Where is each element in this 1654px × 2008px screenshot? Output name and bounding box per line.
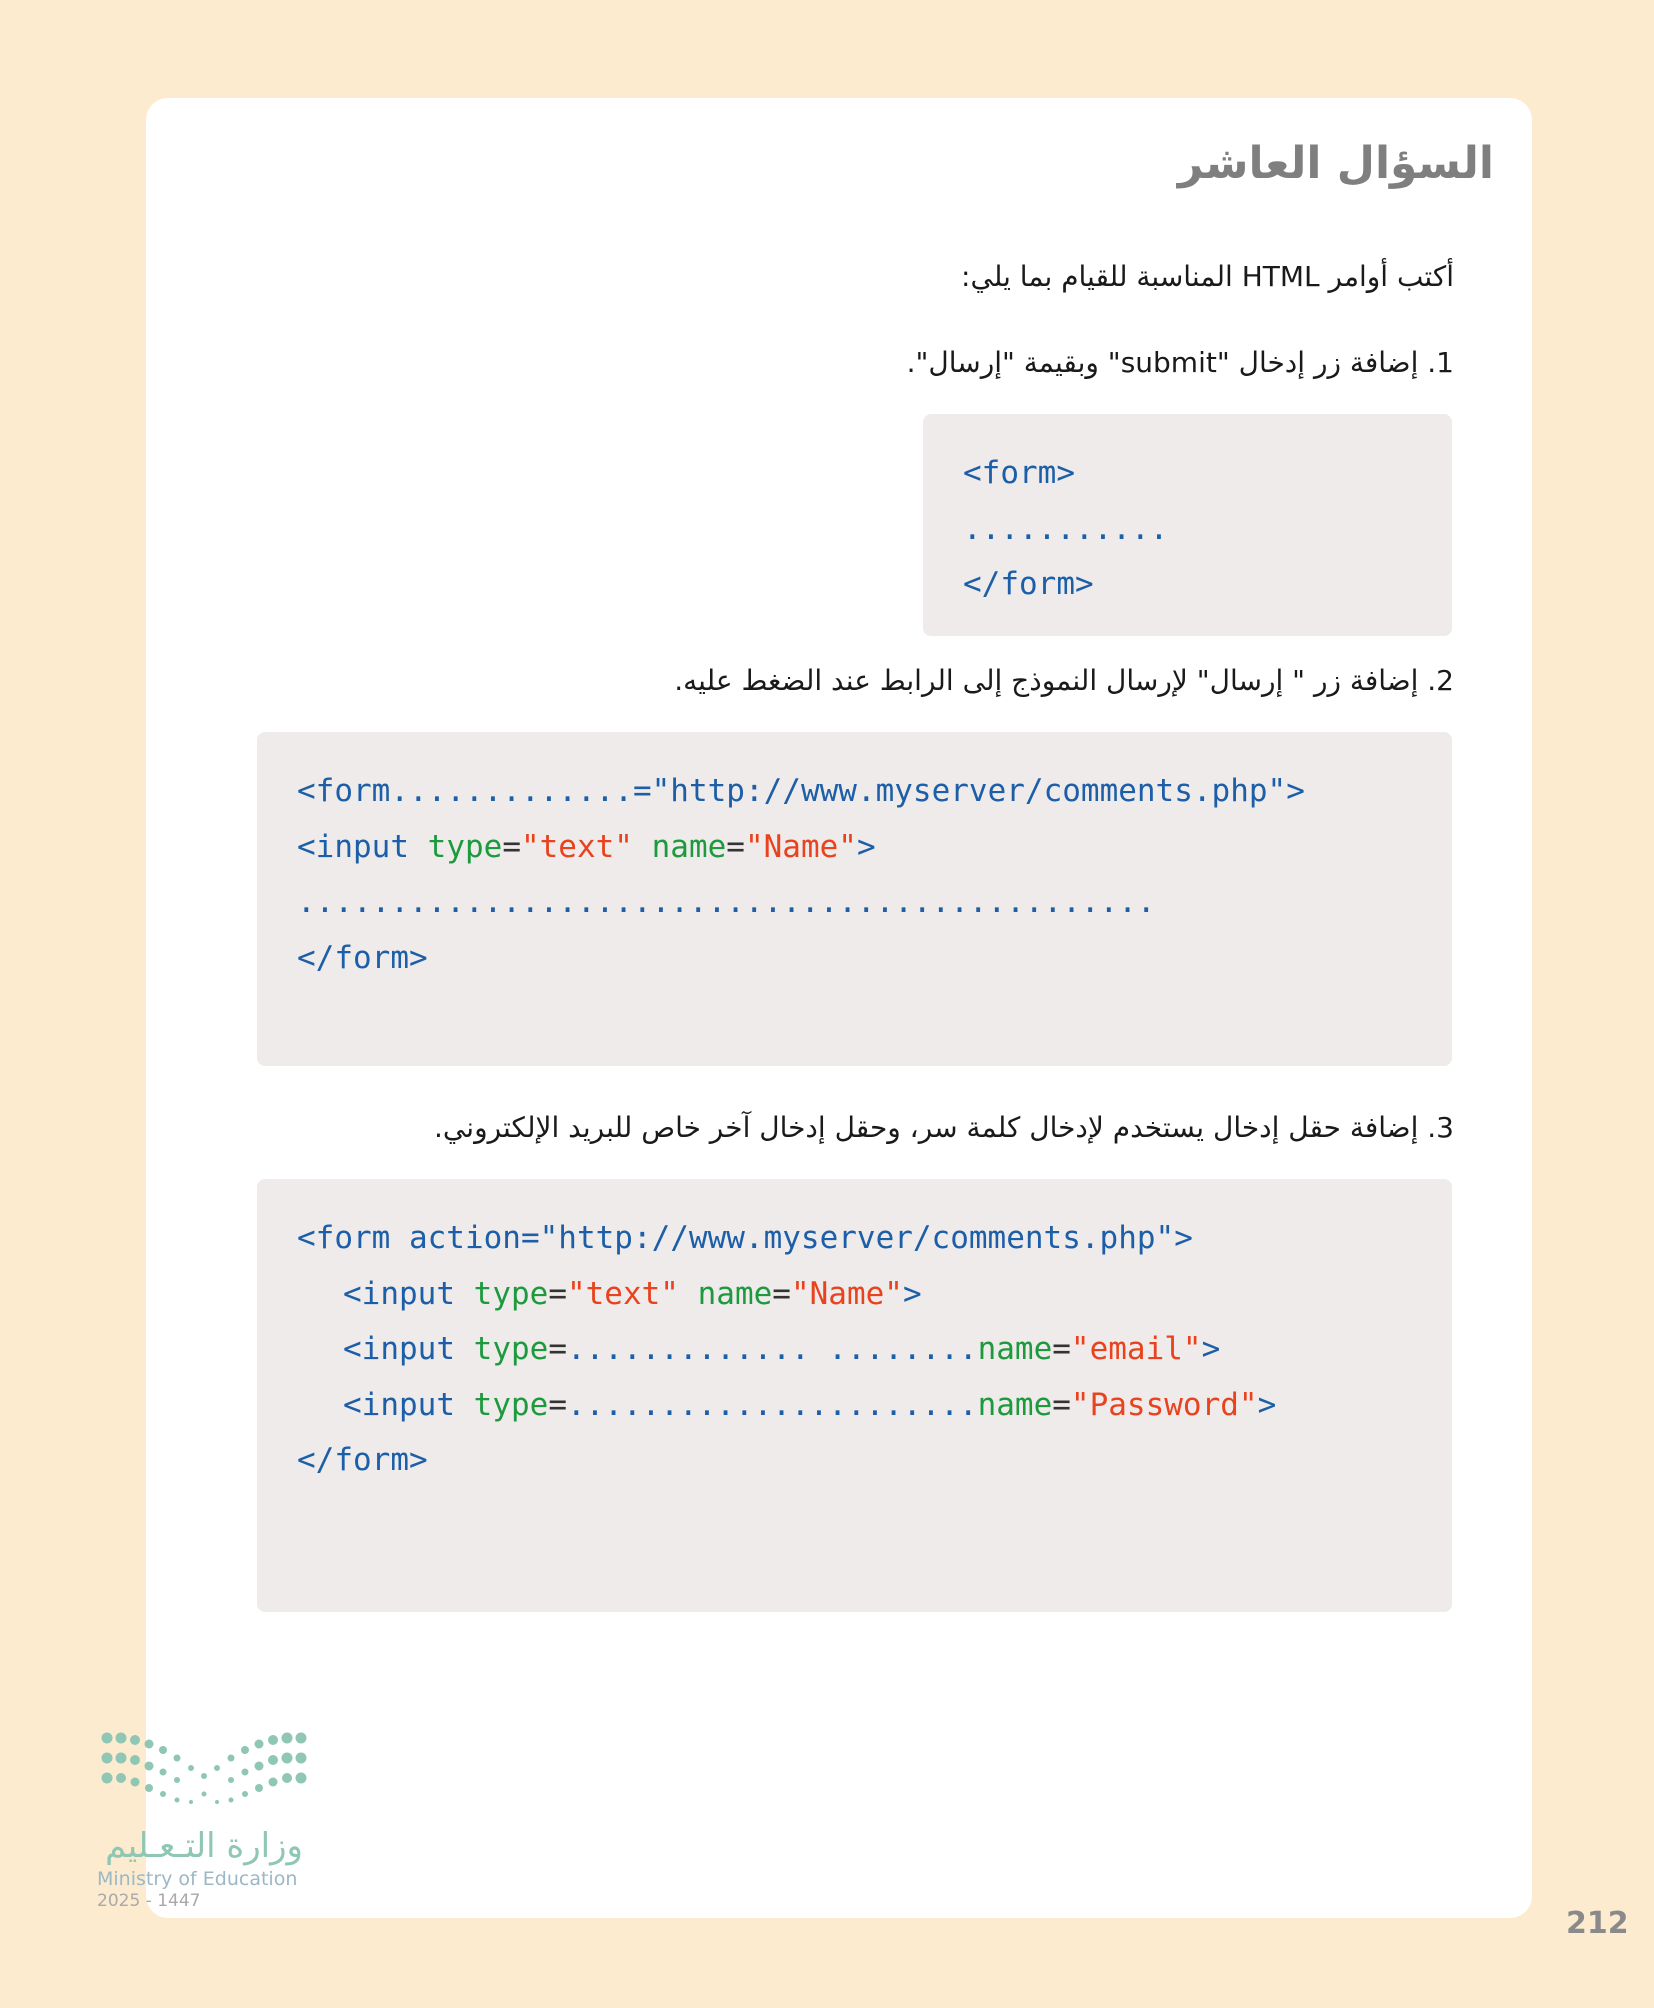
dots-emblem-icon	[97, 1728, 311, 1812]
code-line: </form>	[297, 1442, 428, 1478]
string-token: "email"	[1070, 1331, 1202, 1367]
code-line: <form>	[963, 455, 1075, 491]
tag-token: <form	[297, 773, 391, 809]
string-token: "text"	[566, 1275, 679, 1312]
ministry-logo	[97, 1728, 317, 1918]
code-line: </form>	[297, 939, 428, 976]
equals-token: =	[726, 828, 745, 865]
code-line	[297, 820, 1452, 876]
question-intro: أكتب أوامر HTML المناسبة للقيام بما يلي:	[961, 260, 1454, 293]
code-line	[297, 1267, 1452, 1323]
attribute-token: name	[651, 828, 727, 865]
answer-blank: ............. ........	[566, 1331, 978, 1367]
logo-year: 2025 - 1447	[97, 1891, 201, 1911]
equals-token: =	[502, 828, 521, 865]
tag-token: >	[856, 828, 876, 865]
answer-blank: ..............................................	[297, 884, 1156, 920]
attribute-token: type	[427, 828, 503, 865]
attribute-token: type	[473, 1331, 549, 1367]
equals-token: =	[1052, 1386, 1071, 1423]
url-token: "http://www.myserver/comments.php">	[651, 773, 1305, 809]
code-line	[297, 1378, 1452, 1434]
tag-token: >	[1201, 1331, 1221, 1367]
question-card	[146, 98, 1532, 1918]
string-token: "text"	[520, 828, 633, 865]
tag-token: <input	[343, 1275, 474, 1312]
tag-token: >	[902, 1275, 922, 1312]
code-block-1	[923, 414, 1452, 636]
code-line: </form>	[963, 566, 1094, 602]
tag-token: <input	[343, 1331, 474, 1367]
page-number: 212	[1566, 1906, 1629, 1941]
answer-blank: .............	[390, 773, 633, 809]
equals-token: =	[1052, 1331, 1071, 1367]
equals-token: =	[548, 1386, 567, 1423]
attribute-token: type	[473, 1275, 549, 1312]
attribute-token: type	[473, 1386, 549, 1423]
attribute-token: name	[977, 1386, 1053, 1423]
answer-blank: ...........	[963, 510, 1169, 547]
equals-token: =	[548, 1331, 567, 1367]
answer-blank: ......................	[566, 1386, 978, 1423]
equals-token: =	[772, 1275, 791, 1312]
string-token: "Name"	[790, 1275, 903, 1312]
code-line: <form action="http://www.myserver/comments.php">	[297, 1220, 1193, 1256]
logo-english-text: Ministry of Education	[97, 1868, 298, 1890]
task-1-text: 1. إضافة زر إدخال "submit" وبقيمة "إرسال".	[906, 346, 1454, 379]
task-2-text: 2. إضافة زر " إرسال" لإرسال النموذج إلى الرابط عند الضغط عليه.	[674, 664, 1454, 697]
tag-token: >	[1257, 1386, 1277, 1423]
attribute-token: name	[697, 1275, 773, 1312]
tag-token: =	[632, 773, 652, 809]
logo-arabic-text: وزارة التـعـليم	[105, 1826, 303, 1866]
tag-token: <input	[297, 828, 428, 865]
attribute-token: name	[977, 1331, 1053, 1367]
code-block-3	[257, 1179, 1452, 1612]
code-line	[297, 1322, 1452, 1378]
code-line	[297, 764, 1452, 820]
string-token: "Password"	[1070, 1386, 1258, 1423]
equals-token: =	[548, 1275, 567, 1312]
string-token: "Name"	[744, 828, 857, 865]
tag-token: <input	[343, 1386, 474, 1423]
task-3-text: 3. إضافة حقل إدخال يستخدم لإدخال كلمة سر، وحقل إدخال آخر خاص للبريد الإلكتروني.	[434, 1111, 1454, 1144]
question-title: السؤال العاشر	[1177, 138, 1494, 189]
code-block-2	[257, 732, 1452, 1066]
